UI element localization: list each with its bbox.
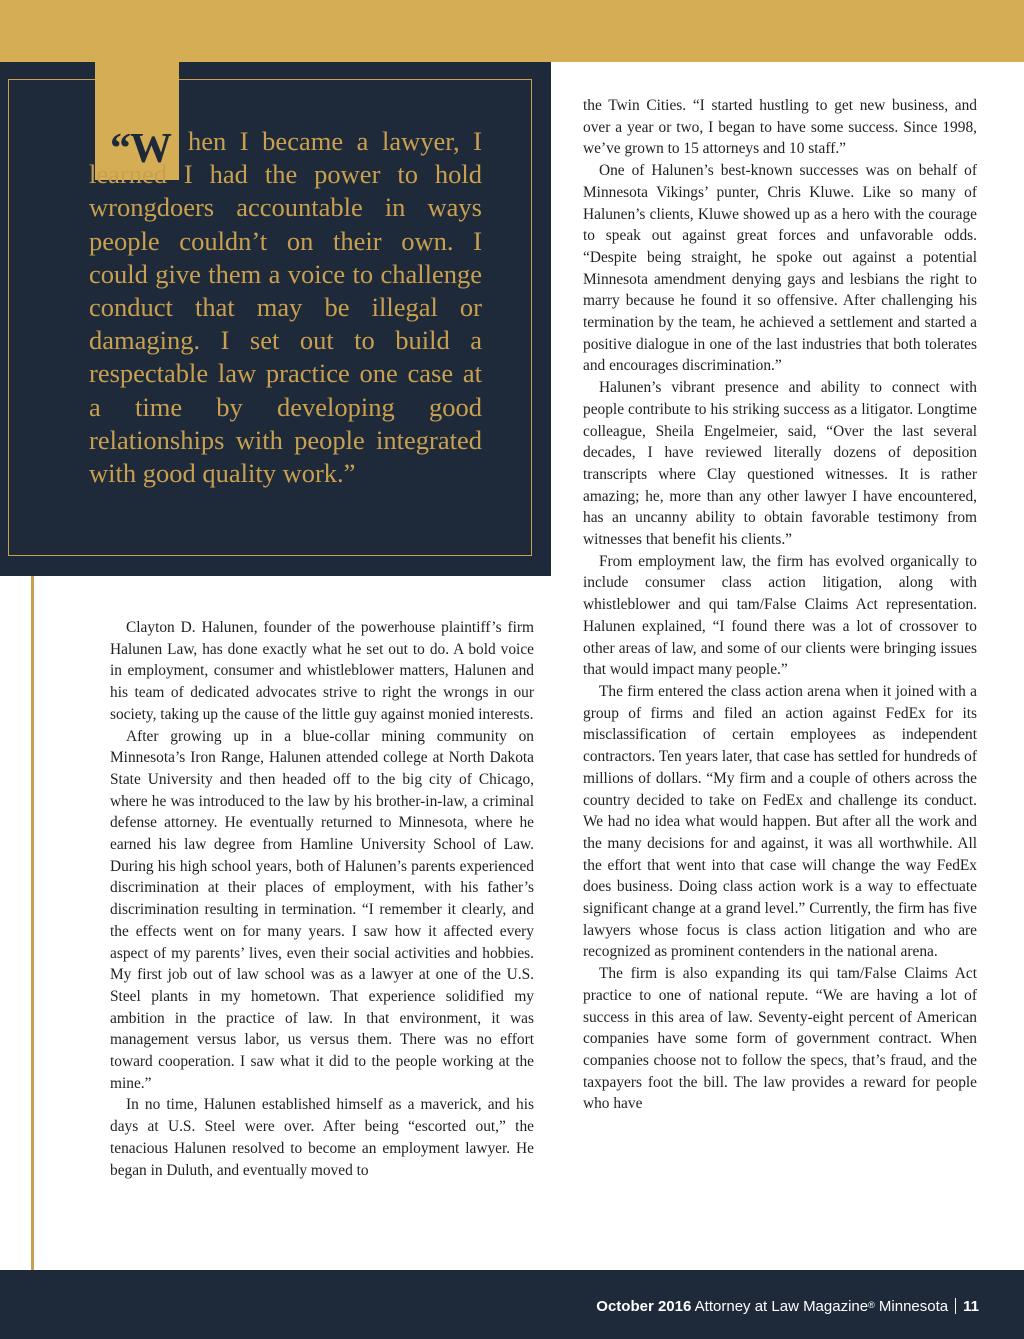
paragraph: The firm is also expanding its qui tam/False Claims Act practice to one of national repute. “We are having a lot of success in this area of law. Seventy-eight percent of American companies have some form of government contract. When companies choose not to follow the specs, that’s fraud, and the taxpayers foot the bill. The law provides a reward for people who have [583, 965, 977, 1113]
paragraph: After growing up in a blue-collar mining community on Minnesota’s Iron Range, Halunen attended college at North Dakota State University and then headed off to the big city of Chicago, where he was introduced to the law by his brother-in-law, a criminal defense attorney. He eventually returned to Minnesota, where he earned his law degree from Hamline University School of Law. During his high school years, both of Halunen’s parents experienced discrimination at their places of employment, with his father’s discrimination resulting in termination. “I remember it clearly, and the effects went on for many years. I saw how it affected every aspect of my parents’ lives, even their social activities and hobbies. My first job out of law school was as a lawyer at one of the U.S. Steel plants in my hometown. That experience solidified my ambition in the practice of law. In that environment, it was management versus labor, us versus them. There was no effort toward cooperation. I saw what it did to the people working at the mine.” [110, 727, 534, 1092]
footer-magazine-name: Attorney at Law Magazine [694, 1298, 869, 1315]
paragraph: the Twin Cities. “I started hustling to get new business, and over a year or two, I began to have some success. Since 1998, we’ve grown to 15 attorneys and 10 staff.” [583, 97, 977, 158]
paragraph: One of Halunen’s best-known successes was on behalf of Minnesota Vikings’ punter, Chris Kluwe. Like so many of Halunen’s clients, Kluwe showed up as a hero with the courage to speak out against great forces and unfavorable odds. “Despite being straight, he spoke out against a potential Minnesota amendment denying gays and lesbians the right to marry because he found it so offensive. After challenging his termination by the team, he achieved a settlement and started a positive dialogue in one of the last industries that both tolerates and encourages discrimination.” [583, 162, 977, 375]
registered-mark: ® [868, 1300, 875, 1310]
page-number: 11 [963, 1298, 979, 1315]
folio [596, 1298, 979, 1316]
article-column-right [583, 95, 977, 1115]
footer-issue-date: October 2016 [596, 1298, 692, 1315]
paragraph: Clayton D. Halunen, founder of the powerhouse plaintiff’s firm Halunen Law, has done exactly what he set out to do. A bold voice in employment, consumer and whistleblower matters, Halunen and his team of dedicated advocates strive to right the wrongs in our society, taking up the cause of the little guy against monied interests. [110, 619, 534, 723]
top-gold-band [0, 0, 1024, 62]
paragraph: The firm entered the class action arena when it joined with a group of firms and filed an action against FedEx for its misclassification of certain employees as independent contractors. Ten years later, that case has settled for hundreds of millions of dollars. “My firm and a couple of others across the country decided to take on FedEx and challenge its conduct. We had no idea what would happen. But after all the work and the many decisions for and against, it was all worthwhile. All the effort that went into that case will change the way FedEx does business. Doing class action work is a way to effectuate significant change at a grand level.” Currently, the firm has five lawyers whose focus is class action litigation and who are recognized as prominent contenders in the national arena. [583, 682, 977, 961]
footer-divider [955, 1298, 956, 1314]
pull-quote-drop-cap: “W [95, 62, 179, 180]
footer-region: Minnesota [878, 1298, 949, 1315]
article-column-left [110, 617, 534, 1181]
paragraph: In no time, Halunen established himself as a maverick, and his days at U.S. Steel were over. After being “escorted out,” the tenacious Halunen resolved to become an employment lawyer. He began in Duluth, and eventually moved to [110, 1096, 534, 1179]
pull-quote-text: hen I became a lawyer, I learned I had the power to hold wrongdoers accountable in ways people couldn’t on their own. I could give them a voice to challenge conduct that may be illegal or damaging. I set out to build a respectable law practice one case at a time by developing good relationships with people integrated with good quality work.” [89, 126, 482, 489]
page-footer [0, 1270, 1024, 1339]
paragraph: From employment law, the firm has evolved organically to include consumer class action litigation, along with whistleblower and qui tam/False Claims Act representation. Halunen explained, “I found there was a lot of crossover to other areas of law, and some of our clients were bringing issues that would impact many people.” [583, 552, 977, 679]
paragraph: Halunen’s vibrant presence and ability to connect with people contribute to his striking success as a litigator. Longtime colleague, Sheila Engelmeier, said, “Over the last several decades, I have reviewed literally dozens of deposition transcripts where Clay questioned witnesses. It is rather amazing; he, more than any other lawyer I have encountered, has an uncanny ability to obtain favorable testimony from witnesses that benefit his clients.” [583, 379, 977, 549]
